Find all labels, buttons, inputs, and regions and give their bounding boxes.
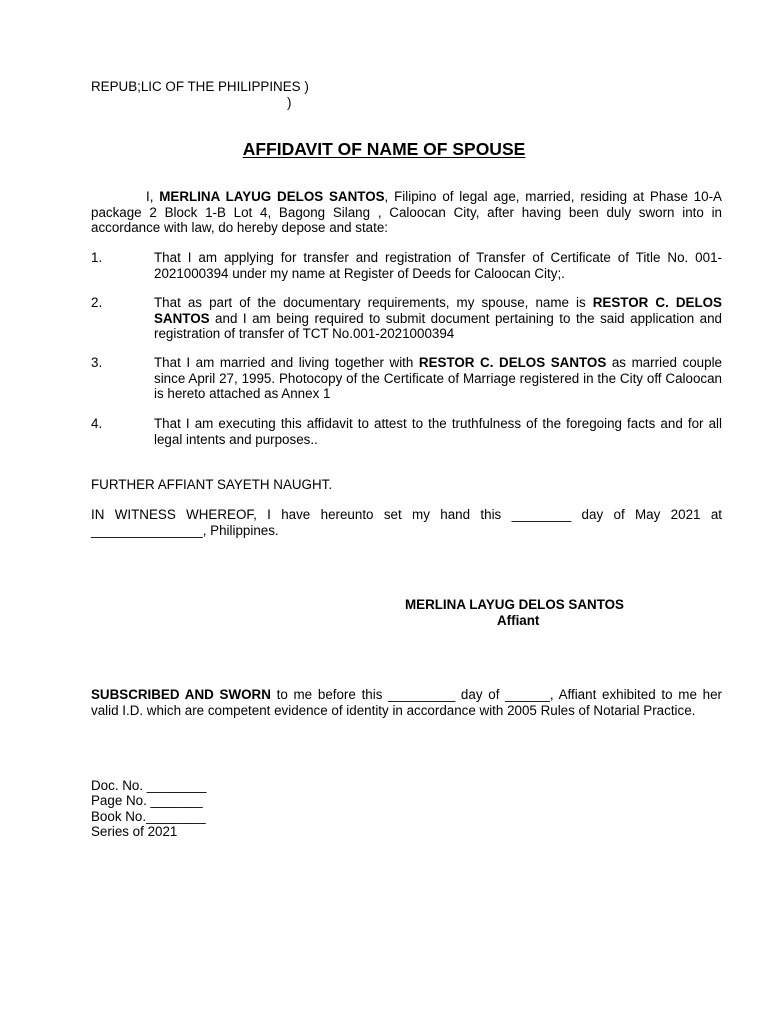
spouse-name-bold: RESTOR C. DELOS SANTOS [418, 355, 607, 370]
affiant-name-bold: MERLINA LAYUG DELOS SANTOS [159, 189, 385, 204]
item-text-post: and I am being required to submit document pertaining to the said application and registration of transfer of TCT No.001-2021000394 [154, 310, 722, 342]
further-affiant-line: FURTHER AFFIANT SAYETH NAUGHT. [91, 477, 333, 492]
list-item [91, 295, 722, 342]
item-text-pre: That I am married and living together with [154, 355, 419, 370]
item-text-pre: That as part of the documentary requirements, my spouse, name is [154, 295, 593, 310]
venue-line-2: ) [287, 95, 292, 110]
item-text: That I am applying for transfer and registration of Transfer of Certificate of Title No. 001-2021000394 under my name at Register of Deeds for Caloocan City;. [154, 250, 722, 281]
item-text: That I am executing this affidavit to attest to the truthfulness of the foregoing facts and for all legal intents and purposes.. [154, 416, 722, 447]
intro-pre: I, [146, 189, 160, 204]
item-number: 4. [91, 416, 103, 431]
jurat-text: to me before this _________ day of ______, Affiant exhibited to me her valid I.D. which are competent evidence of identity in accordance with 2005 Rules of Notarial Practice. [91, 687, 722, 718]
witness-paragraph: IN WITNESS WHEREOF, I have hereunto set my hand this ________ day of May 2021 at _______________, Philippines. [91, 507, 722, 538]
item-number: 2. [91, 295, 103, 310]
venue-line-1: REPUB;LIC OF THE PHILIPPINES ) [91, 79, 309, 94]
list-item [91, 416, 722, 447]
book-no-line: Book No.________ [91, 808, 206, 824]
signature-name: MERLINA LAYUG DELOS SANTOS [405, 597, 624, 612]
doc-no-line: Doc. No. ________ [91, 778, 207, 793]
intro-post: , Filipino of legal age, married, residing at Phase 10-A package 2 Block 1-B Lot 4, Bagong Silang , Caloocan City, after having been duly sworn into in accordance with law, do hereby depose and state: [91, 189, 722, 236]
item-text-post: as married couple since April 27, 1995. Photocopy of the Certificate of Marriage registered in the City off Caloocan is hereto attached as Annex 1 [154, 355, 722, 402]
jurat-bold: SUBSCRIBED AND SWORN [91, 687, 271, 702]
document-title: AFFIDAVIT OF NAME OF SPOUSE [242, 139, 526, 159]
signature-role: Affiant [497, 613, 540, 628]
intro-paragraph [91, 189, 722, 236]
notarial-register [91, 778, 206, 840]
list-item [91, 250, 722, 281]
page-no-line: Page No. _______ [91, 793, 203, 809]
series-line: Series of 2021 [91, 824, 178, 840]
item-number: 3. [91, 355, 103, 370]
jurat-paragraph [91, 687, 722, 718]
item-text [154, 295, 722, 342]
list-item [91, 355, 722, 402]
spouse-name-bold: RESTOR C. DELOS SANTOS [154, 295, 722, 326]
item-text [154, 355, 722, 402]
item-number: 1. [91, 250, 103, 265]
